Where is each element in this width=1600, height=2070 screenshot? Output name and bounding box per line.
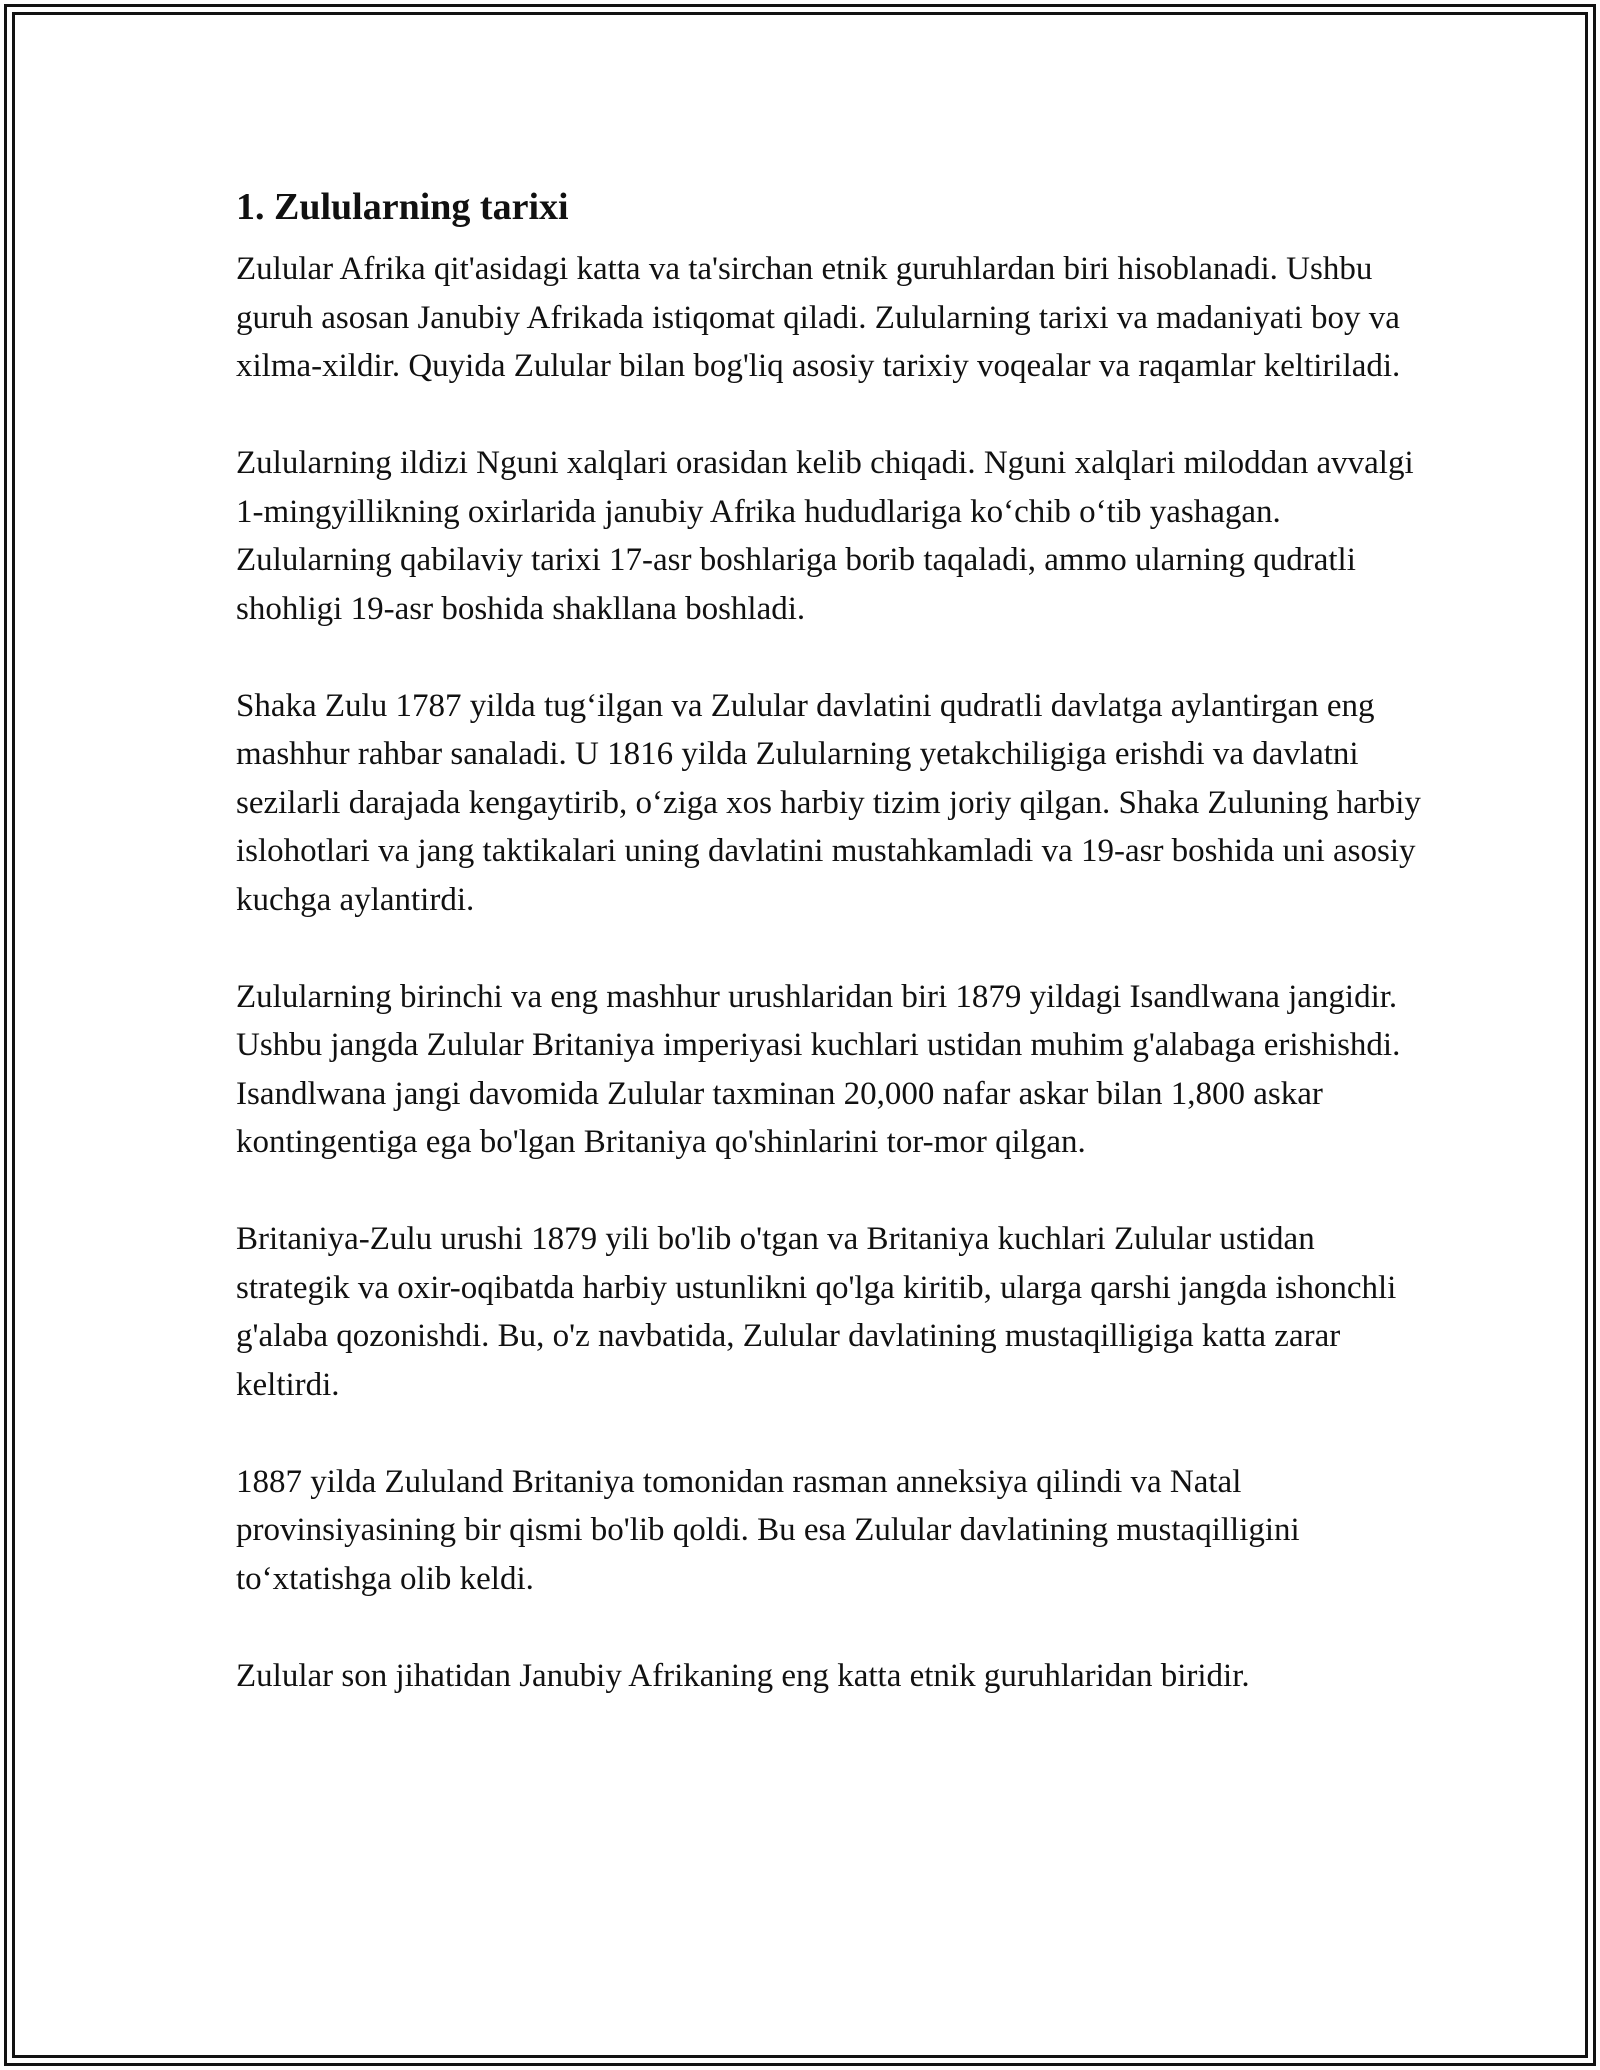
section-title: 1. Zulularning tarixi (236, 186, 569, 228)
paragraph-intro: Zulular Afrika qit'asidagi katta va ta'sirchan etnik guruhlardan biri hisoblanadi. Ushbu guruh asosan Janubiy Afrikada istiqomat qiladi. Zulularning tarixi va madaniyati boy va xilma-xildir. Quyida Zulular bilan bog'liq asosiy tarixiy voqealar va raqamlar keltiriladi. (236, 251, 1401, 384)
paragraph-shaka-zulu: Shaka Zulu 1787 yilda tug‘ilgan va Zulular davlatini qudratli davlatga aylantirgan eng mashhur rahbar sanaladi. U 1816 yilda Zulularning yetakchiligiga erishdi va davlatni sezilarli darajada kengaytirib, o‘ziga xos harbiy tizim joriy qilgan. Shaka Zuluning harbiy islohotlari va jang taktikalari uning davlatini mustahkamladi va 19-asr boshida uni asosiy kuchga aylantirdi. (236, 687, 1421, 918)
paragraph-isandlwana: Zulularning birinchi va eng mashhur urushlaridan biri 1879 yildagi Isandlwana jangidir. Ushbu jangda Zulular Britaniya imperiyasi kuchlari ustidan muhim g'alabaga erishishdi. Isandlwana jangi davomida Zulular taxminan 20,000 nafar askar bilan 1,800 askar kontingentiga ega bo'lgan Britaniya qo'shinlarini tor-mor qilgan. (236, 978, 1401, 1160)
paragraph-annexation: 1887 yilda Zululand Britaniya tomonidan rasman anneksiya qilindi va Natal provinsiyasining bir qismi bo'lib qoldi. Bu esa Zulular davlatining mustaqilligini to‘xtatishga olib keldi. (236, 1463, 1300, 1597)
paragraph-conclusion: Zulular son jihatidan Janubiy Afrikaning eng katta etnik guruhlaridan biridir. (236, 1657, 1250, 1694)
document-body (236, 183, 1436, 1749)
paragraph-anglo-zulu-war: Britaniya-Zulu urushi 1879 yili bo'lib o'tgan va Britaniya kuchlari Zulular ustidan strategik va oxir-oqibatda harbiy ustunlikni qo'lga kiritib, ularga qarshi jangda ishonchli g'alaba qozonishdi. Bu, o'z navbatida, Zulular davlatining mustaqilligiga katta zarar keltirdi. (236, 1221, 1397, 1403)
paragraph-origins: Zulularning ildizi Nguni xalqlari orasidan kelib chiqadi. Nguni xalqlari miloddan avvalgi 1-mingyillikning oxirlarida janubiy Afrika hududlariga ko‘chib o‘tib yashagan. Zulularning qabilaviy tarixi 17-asr boshlariga borib taqaladi, ammo ularning qudratli shohligi 19-asr boshida shakllana boshladi. (236, 445, 1414, 627)
